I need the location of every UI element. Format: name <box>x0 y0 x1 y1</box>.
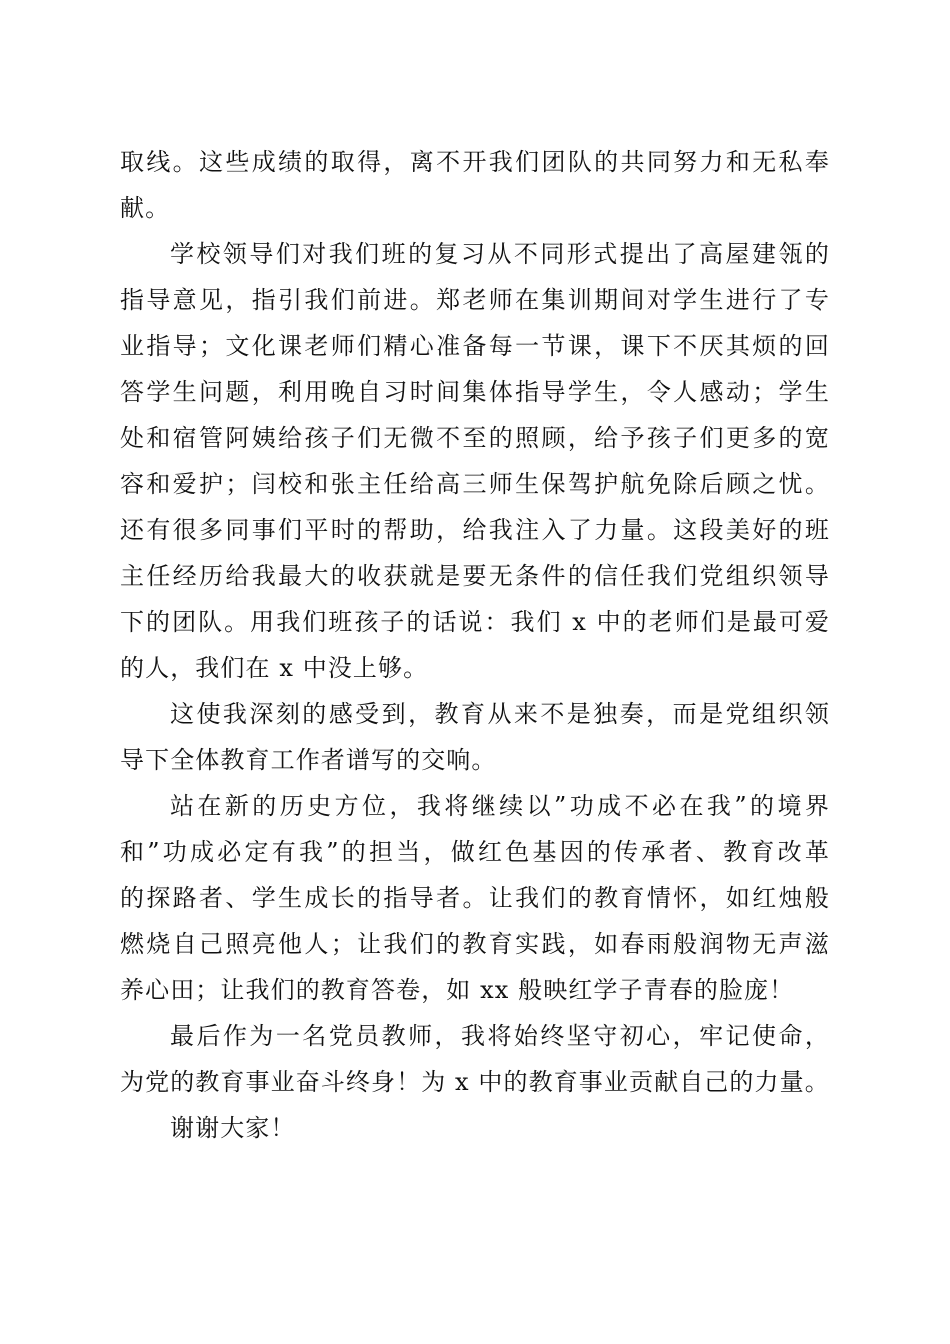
text-line: 主任经历给我最大的收获就是要无条件的信任我们党组织领导 <box>120 562 830 590</box>
paragraph <box>120 139 830 231</box>
text-line: 还有很多同事们平时的帮助，给我注入了力量。这段美好的班 <box>120 516 830 544</box>
text-line: 这使我深刻的感受到，教育从来不是独奏，而是党组织领 <box>170 700 830 728</box>
text-line: 指导意见，指引我们前进。郑老师在集训期间对学生进行了专 <box>120 286 830 314</box>
paragraph <box>120 1105 830 1151</box>
text-line: 的探路者、学生成长的指导者。让我们的教育情怀，如红烛般 <box>120 884 830 912</box>
text-line: 站在新的历史方位，我将继续以”功成不必在我”的境界 <box>170 792 830 820</box>
text-line: 最后作为一名党员教师，我将始终坚守初心，牢记使命， <box>170 1022 830 1050</box>
text-line: 和”功成必定有我”的担当，做红色基因的传承者、教育改革 <box>120 838 830 866</box>
paragraph <box>120 691 830 783</box>
text-line: 业指导；文化课老师们精心准备每一节课，课下不厌其烦的回 <box>120 332 830 360</box>
paragraph <box>120 783 830 1013</box>
text-line: 下的团队。用我们班孩子的话说：我们 x 中的老师们是最可爱 <box>120 608 830 636</box>
text-line: 为党的教育事业奋斗终身！为 x 中的教育事业贡献自己的力量。 <box>120 1068 830 1096</box>
body-text <box>120 139 830 1151</box>
text-line: 学校领导们对我们班的复习从不同形式提出了高屋建瓴的 <box>170 240 830 268</box>
text-line: 谢谢大家！ <box>170 1114 296 1142</box>
text-line: 容和爱护；闫校和张主任给高三师生保驾护航免除后顾之忧。 <box>120 470 830 498</box>
text-line: 取线。这些成绩的取得，离不开我们团队的共同努力和无私奉 <box>120 148 830 176</box>
paragraph <box>120 231 830 691</box>
text-line: 献。 <box>120 194 171 222</box>
paragraph <box>120 1013 830 1105</box>
text-line: 燃烧自己照亮他人；让我们的教育实践，如春雨般润物无声滋 <box>120 930 830 958</box>
text-line: 答学生问题，利用晚自习时间集体指导学生，令人感动；学生 <box>120 378 830 406</box>
text-line: 的人，我们在 x 中没上够。 <box>120 654 429 682</box>
text-line: 养心田；让我们的教育答卷，如 xx 般映红学子青春的脸庞！ <box>120 976 795 1004</box>
text-line: 导下全体教育工作者谱写的交响。 <box>120 746 497 774</box>
text-line: 处和宿管阿姨给孩子们无微不至的照顾，给予孩子们更多的宽 <box>120 424 830 452</box>
